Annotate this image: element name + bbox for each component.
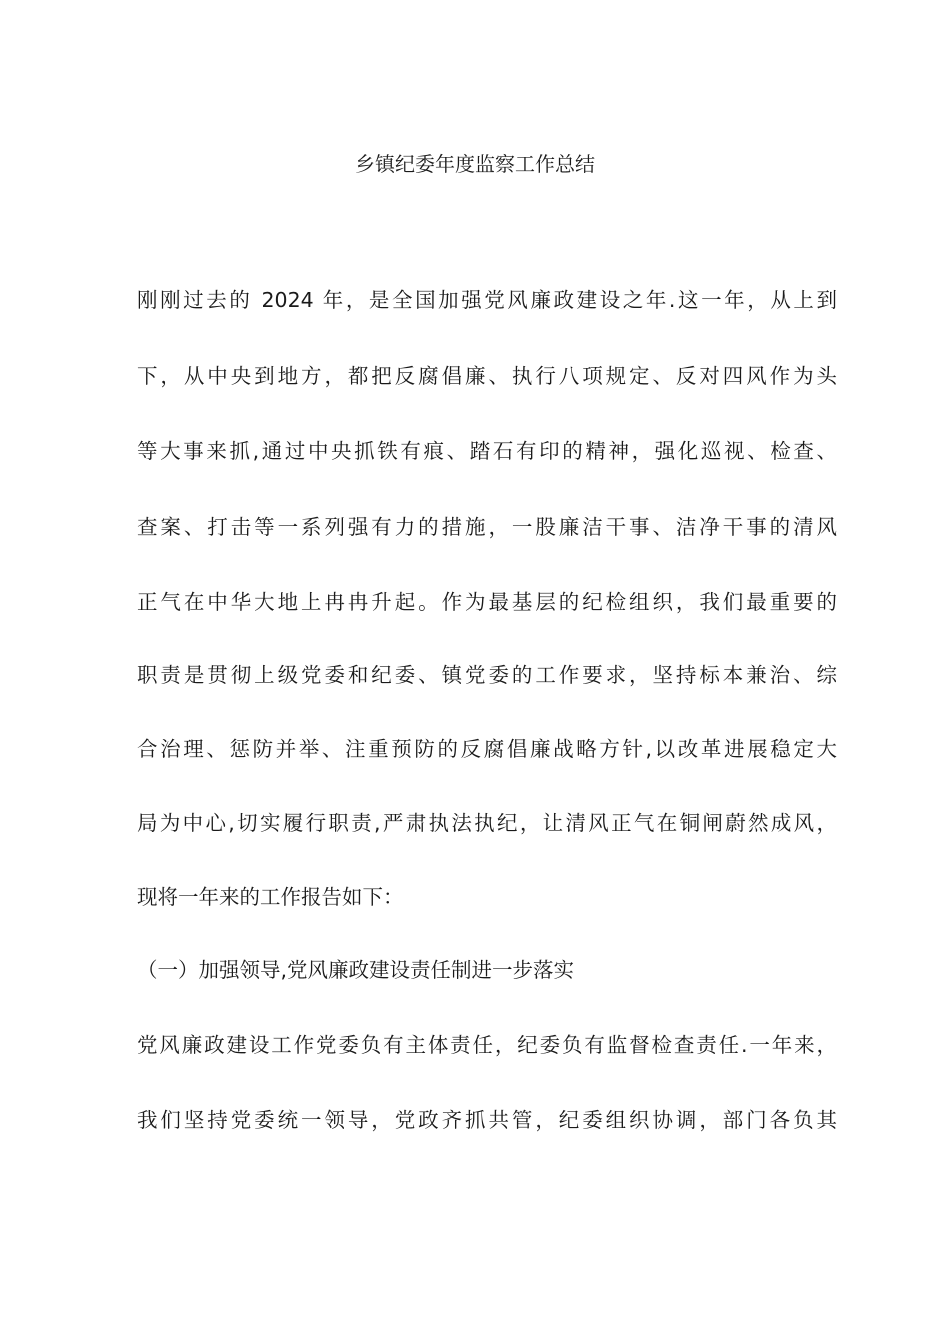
paragraph-line: 刚刚过去的 2024 年，是全国加强党风廉政建设之年.这一年，从上到 [137, 288, 837, 312]
paragraph-line: 职责是贯彻上级党委和纪委、镇党委的工作要求，坚持标本兼治、综 [137, 663, 837, 687]
paragraph-line: 查案、打击等一系列强有力的措施，一股廉洁干事、洁净干事的清风 [137, 515, 837, 539]
paragraph-line: 现将一年来的工作报告如下： [137, 885, 404, 909]
paragraph-line: 等大事来抓,通过中央抓铁有痕、踏石有印的精神，强化巡视、检查、 [137, 439, 837, 463]
paragraph-line: 合治理、惩防并举、注重预防的反腐倡廉战略方针,以改革进展稳定大 [137, 737, 837, 761]
document-title: 乡镇纪委年度监察工作总结 [355, 152, 595, 176]
paragraph-line: 我们坚持党委统一领导，党政齐抓共管，纪委组织协调，部门各负其 [137, 1108, 837, 1132]
paragraph-line: 正气在中华大地上冉冉升起。作为最基层的纪检组织，我们最重要的 [137, 590, 837, 614]
paragraph-line: 局为中心,切实履行职责,严肃执法执纪，让清风正气在铜闸蔚然成风， [137, 811, 837, 835]
paragraph-line: 下，从中央到地方，都把反腐倡廉、执行八项规定、反对四风作为头 [137, 364, 837, 388]
section-heading: （一）加强领导,党风廉政建设责任制进一步落实 [137, 958, 575, 982]
paragraph-line: 党风廉政建设工作党委负有主体责任，纪委负有监督检查责任.一年来， [137, 1033, 837, 1057]
